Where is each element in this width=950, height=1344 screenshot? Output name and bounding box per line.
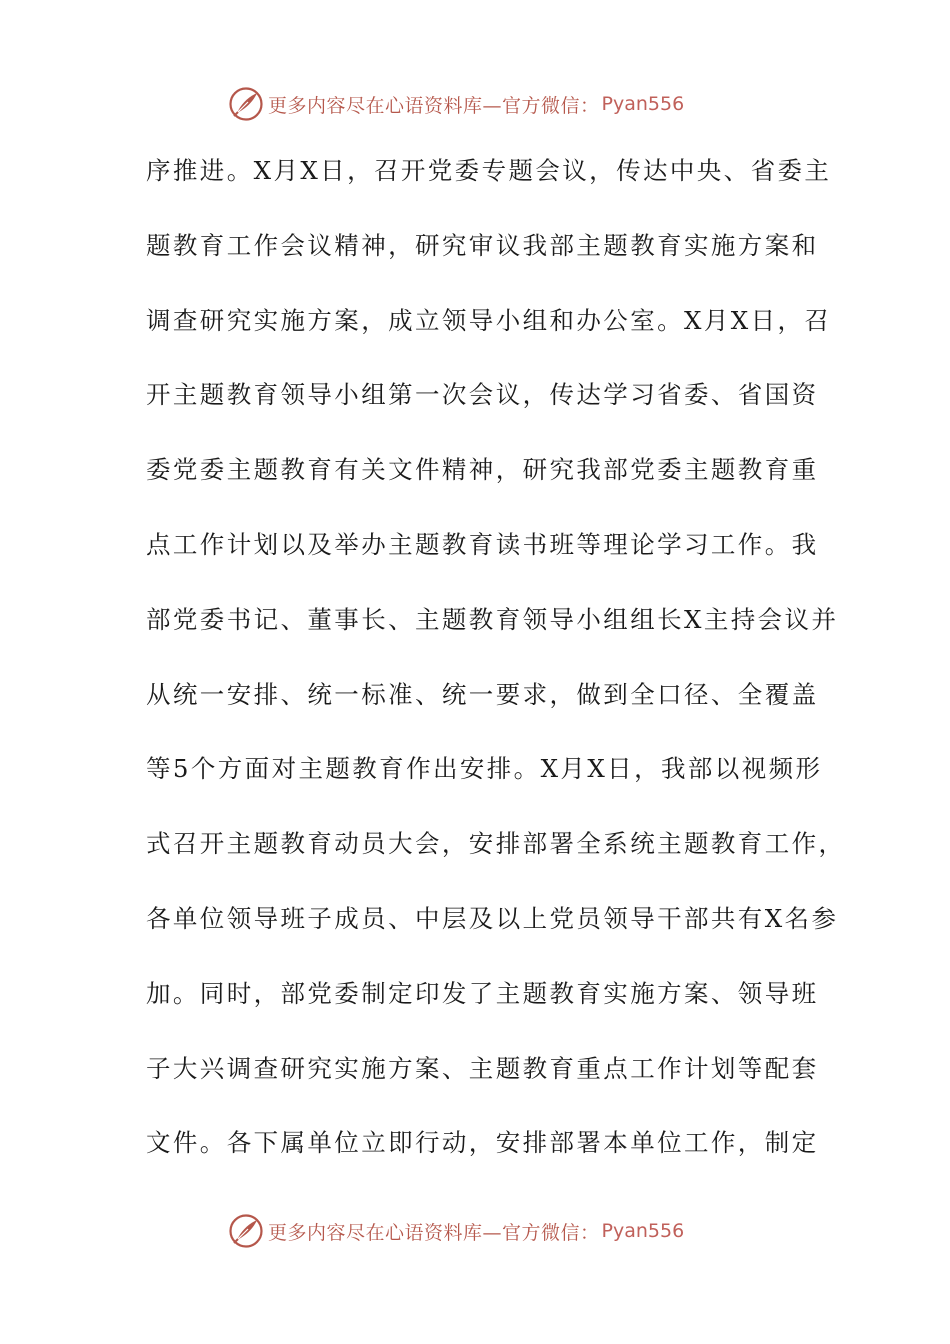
body-line: 各单位领导班子成员、中层及以上党员领导干部共有X名参 xyxy=(146,903,839,933)
body-line: 等5个方面对主题教育作出安排。X月X日，我部以视频形 xyxy=(146,754,823,784)
document-body xyxy=(146,150,846,1197)
header-banner xyxy=(228,84,684,124)
footer-banner-text: 更多内容尽在心语资料库—官方微信： xyxy=(268,1221,600,1244)
footer-banner-handle: Pyan556 xyxy=(601,1220,685,1242)
body-line: 子大兴调查研究实施方案、主题教育重点工作计划等配套 xyxy=(146,1053,819,1083)
body-line: 序推进。X月X日，召开党委专题会议，传达中央、省委主 xyxy=(146,156,832,185)
header-banner-text: 更多内容尽在心语资料库—官方微信： xyxy=(268,94,600,117)
body-line: 开主题教育领导小组第一次会议，传达学习省委、省国资 xyxy=(146,380,819,410)
body-line: 式召开主题教育动员大会，安排部署全系统主题教育工作， xyxy=(146,829,846,859)
body-line: 从统一安排、统一标准、统一要求，做到全口径、全覆盖 xyxy=(146,679,819,709)
body-line: 调查研究实施方案，成立领导小组和办公室。X月X日，召 xyxy=(146,305,832,335)
feather-pen-logo-icon xyxy=(228,1213,264,1249)
body-line: 部党委书记、董事长、主题教育领导小组组长X主持会议并 xyxy=(146,604,839,634)
body-line: 文件。各下属单位立即行动，安排部署本单位工作，制定 xyxy=(146,1128,819,1158)
body-line: 委党委主题教育有关文件精神，研究我部党委主题教育重 xyxy=(146,455,819,485)
body-line: 加。同时，部党委制定印发了主题教育实施方案、领导班 xyxy=(146,978,819,1008)
body-line: 题教育工作会议精神，研究审议我部主题教育实施方案和 xyxy=(146,230,819,260)
body-line: 点工作计划以及举办主题教育读书班等理论学习工作。我 xyxy=(146,529,819,559)
feather-pen-logo-icon xyxy=(228,86,264,122)
header-banner-handle: Pyan556 xyxy=(601,93,685,115)
footer-banner xyxy=(228,1211,684,1251)
